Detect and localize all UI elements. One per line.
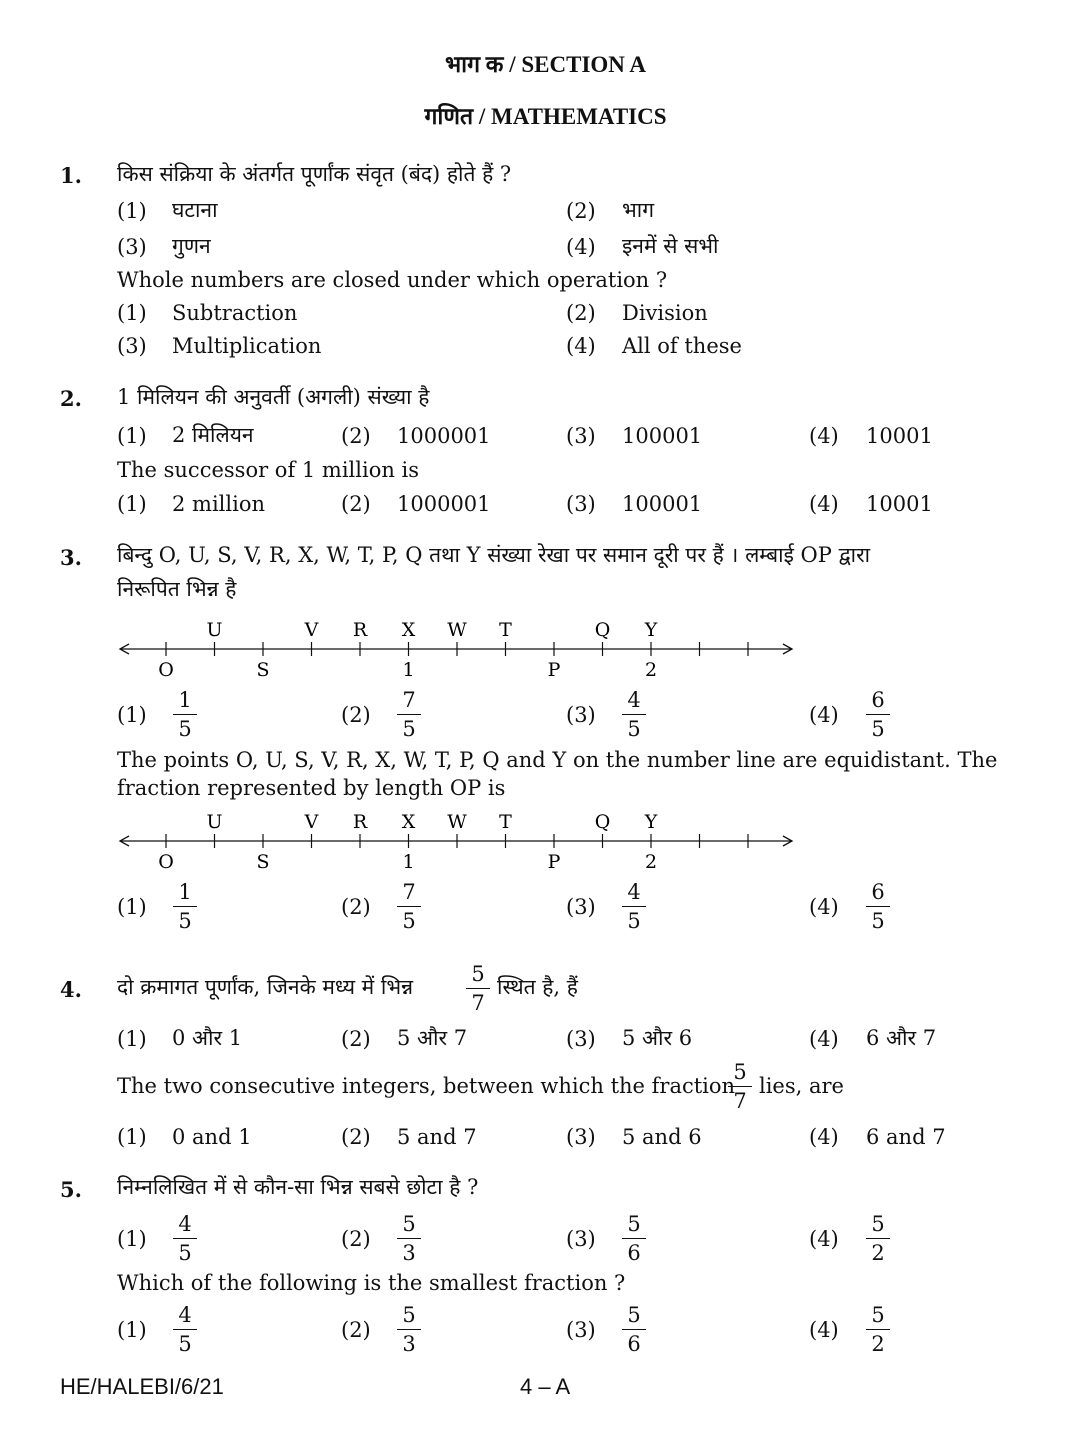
option-text: 5 और 6 [622,1026,693,1050]
fraction [620,1303,648,1356]
denominator: 5 [178,1332,192,1356]
point-label: R [352,619,368,641]
option-text: भाग [622,198,655,222]
option-number: (4) [566,334,596,358]
point-label: V [304,619,319,641]
fraction [726,1060,754,1113]
fraction [864,1303,892,1356]
fraction [864,880,892,933]
fraction-bar [466,988,490,989]
denominator: 5 [627,909,641,933]
option-text: 6 और 7 [866,1026,937,1050]
question-text-hindi: निरूपित भिन्न है [117,577,237,601]
option-number: (3) [566,492,596,516]
fraction-bar [397,1329,421,1330]
point-label: S [256,851,270,873]
numerator: 1 [178,688,192,712]
option-text: 5 and 7 [397,1125,477,1149]
option-number: (3) [566,1125,596,1149]
fraction-bar [397,1238,421,1239]
option-number: (2) [341,1125,371,1149]
denominator: 5 [402,717,416,741]
option-number: (1) [117,301,147,325]
option-number: (2) [341,492,371,516]
option-number: (3) [566,1027,596,1051]
point-label: Y [644,811,658,833]
numerator: 6 [871,880,885,904]
option-text: इनमें से सभी [622,234,719,258]
option-number: (4) [809,895,839,919]
point-label: T [499,811,512,833]
numerator: 7 [402,688,416,712]
point-label: P [547,851,561,873]
option-text: घटाना [172,198,218,222]
denominator: 5 [178,717,192,741]
fraction-bar [173,1238,197,1239]
option-text: 10001 [866,424,933,448]
point-label: R [352,811,368,833]
numerator: 5 [871,1303,885,1327]
fraction [395,1212,423,1265]
denominator: 3 [402,1332,416,1356]
question-text-english: lies, are [759,1074,844,1098]
fraction-bar [866,1238,890,1239]
option-number: (3) [566,895,596,919]
option-number: (1) [117,424,147,448]
option-text: 2 मिलियन [172,423,254,447]
fraction-bar [397,906,421,907]
numerator: 5 [871,1212,885,1236]
denominator: 5 [871,717,885,741]
question-number: 4. [60,977,82,1002]
option-text: Subtraction [172,301,298,325]
fraction [620,1212,648,1265]
numerator: 4 [178,1212,192,1236]
option-number: (4) [566,235,596,259]
question-number: 5. [60,1177,82,1202]
option-number: (2) [341,1027,371,1051]
option-number: (2) [341,895,371,919]
option-number: (3) [117,235,147,259]
denominator: 6 [627,1241,641,1265]
fraction-bar [866,1329,890,1330]
fraction-bar [622,906,646,907]
numerator: 1 [178,880,192,904]
option-number: (1) [117,895,147,919]
option-number: (4) [809,1125,839,1149]
point-label: T [499,619,512,641]
question-number: 1. [60,163,82,188]
fraction [464,962,492,1015]
question-text-hindi: स्थित है, हैं [497,975,578,999]
numerator: 5 [627,1212,641,1236]
fraction [171,1212,199,1265]
option-number: (2) [566,199,596,223]
option-number: (2) [341,1318,371,1342]
numerator: 7 [402,880,416,904]
point-label: Q [594,811,611,833]
denominator: 2 [871,1241,885,1265]
option-number: (1) [117,492,147,516]
denominator: 5 [178,909,192,933]
option-number: (1) [117,1125,147,1149]
denominator: 3 [402,1241,416,1265]
option-number: (3) [566,1227,596,1251]
option-number: (4) [809,1318,839,1342]
question-text-hindi: किस संक्रिया के अंतर्गत पूर्णांक संवृत (बंद) होते हैं ? [117,162,512,186]
option-number: (1) [117,703,147,727]
option-text: 100001 [622,424,703,448]
fraction [171,1303,199,1356]
question-text-english: Which of the following is the smallest fraction ? [117,1271,626,1295]
option-text: 5 और 7 [397,1026,468,1050]
denominator: 5 [402,909,416,933]
point-label: P [547,659,561,681]
point-label: O [158,851,174,873]
subject-heading: गणित / MATHEMATICS [424,104,667,129]
numerator: 6 [871,688,885,712]
section-heading: भाग क / SECTION A [444,52,646,77]
point-label: 1 [402,851,415,873]
point-label: S [256,659,270,681]
denominator: 7 [471,991,485,1015]
fraction-bar [622,1329,646,1330]
numerator: 5 [471,962,485,986]
point-label: X [401,811,416,833]
point-label: V [304,811,319,833]
point-label: Q [594,619,611,641]
option-number: (3) [566,1318,596,1342]
option-number: (4) [809,703,839,727]
point-label: 2 [644,851,658,873]
denominator: 5 [871,909,885,933]
question-text-english: The successor of 1 million is [117,458,420,482]
fraction-bar [728,1086,752,1087]
denominator: 7 [733,1089,747,1113]
fraction [395,880,423,933]
question-text-hindi: 1 मिलियन की अनुवर्ती (अगली) संख्या है [117,385,430,409]
denominator: 6 [627,1332,641,1356]
option-number: (1) [117,199,147,223]
option-text: All of these [622,334,742,358]
point-label: W [447,811,467,833]
numerator: 5 [627,1303,641,1327]
point-label: O [158,659,174,681]
option-number: (2) [566,301,596,325]
point-label: 2 [644,659,658,681]
question-text-english: fraction represented by length OP is [117,776,506,800]
point-label: Y [644,619,658,641]
option-text: 1000001 [397,492,491,516]
point-label: X [401,619,416,641]
option-number: (4) [809,492,839,516]
option-number: (2) [341,703,371,727]
point-label: 1 [402,659,415,681]
numerator: 5 [733,1060,747,1084]
numerator: 4 [627,880,641,904]
question-text-english: Whole numbers are closed under which operation ? [117,268,668,292]
point-label: U [206,619,223,641]
option-number: (4) [809,1227,839,1251]
fraction-bar [173,1329,197,1330]
fraction [864,1212,892,1265]
question-text-hindi: बिन्दु O, U, S, V, R, X, W, T, P, Q तथा Y संख्या रेखा पर समान दूरी पर हैं । लम्बाई OP द्वारा [117,543,871,567]
numerator: 4 [178,1303,192,1327]
option-text: 2 million [172,492,265,516]
page-number: 4 – A [520,1374,571,1399]
option-text: 0 और 1 [172,1026,243,1050]
option-text: Multiplication [172,334,322,358]
option-number: (1) [117,1227,147,1251]
numerator: 5 [402,1303,416,1327]
denominator: 2 [871,1332,885,1356]
fraction [171,880,199,933]
option-text: 5 and 6 [622,1125,702,1149]
option-number: (3) [117,334,147,358]
question-text-hindi: निम्नलिखित में से कौन-सा भिन्न सबसे छोटा है ? [117,1175,479,1199]
option-number: (2) [341,424,371,448]
option-number: (4) [809,424,839,448]
option-text: 10001 [866,492,933,516]
point-label: U [206,811,223,833]
option-number: (4) [809,1027,839,1051]
fraction [395,1303,423,1356]
option-number: (3) [566,703,596,727]
denominator: 5 [627,717,641,741]
option-number: (1) [117,1027,147,1051]
fraction-bar [622,1238,646,1239]
option-text: 6 and 7 [866,1125,946,1149]
question-text-english: The two consecutive integers, between which the fraction [117,1074,736,1098]
fraction [620,880,648,933]
fraction-bar [173,906,197,907]
option-number: (3) [566,424,596,448]
fraction-bar [866,906,890,907]
option-text: 100001 [622,492,703,516]
paper-code: HE/HALEBI/6/21 [60,1374,224,1399]
option-text: 1000001 [397,424,491,448]
question-text-hindi: दो क्रमागत पूर्णांक, जिनके मध्य में भिन्न [117,975,414,999]
numerator: 5 [402,1212,416,1236]
question-number: 3. [60,545,82,570]
question-number: 2. [60,386,82,411]
option-text: Division [622,301,708,325]
point-label: W [447,619,467,641]
option-number: (1) [117,1318,147,1342]
question-text-english: The points O, U, S, V, R, X, W, T, P, Q and Y on the number line are equidistant. The [117,748,998,772]
option-text: 0 and 1 [172,1125,252,1149]
option-text: गुणन [172,234,211,258]
numerator: 4 [627,688,641,712]
denominator: 5 [178,1241,192,1265]
option-number: (2) [341,1227,371,1251]
